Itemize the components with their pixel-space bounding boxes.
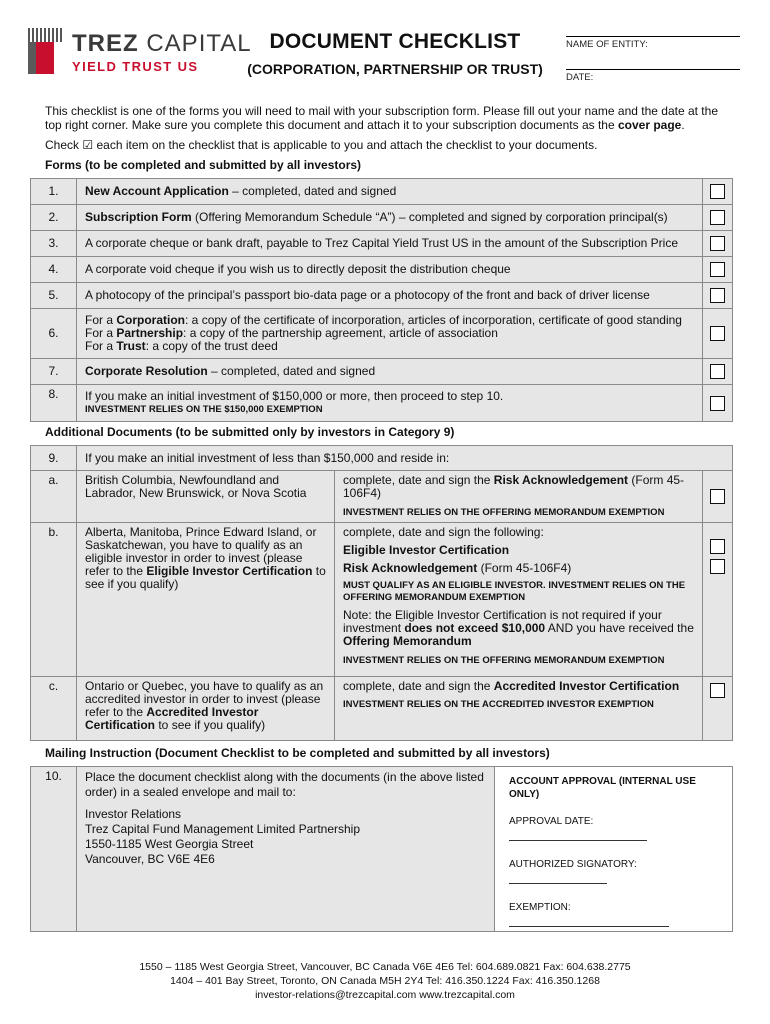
checkbox-item-4[interactable] <box>710 262 725 277</box>
table-row: 5. A photocopy of the principal’s passport bio-data page or a photocopy of the front and back of driver license <box>31 283 733 309</box>
logo-mark-icon <box>28 28 62 74</box>
additional-section-heading: Additional Documents (to be submitted only by investors in Category 9) <box>45 425 455 439</box>
table-row: 1. New Account Application – completed, dated and signed <box>31 179 733 205</box>
checkbox-item-7[interactable] <box>710 364 725 379</box>
table-row: b. Alberta, Manitoba, Prince Edward Island, or Saskatchewan, you have to qualify as an eligible investor in order to invest (please refer to the Eligible Investor Certification to see if you qualify) complete, date and sign the following: Eligible Investor Certification Risk Acknowledgement (Form 45-106F4) MUST QUALIFY AS AN ELIGIBLE INVESTOR. INVESTMENT RELIES ON THE OFFERING MEMORANDUM EXEMPTION Note: the Eligible Investor Certification is not required if your investment does not exceed $10,000 AND you have received the Offering Memorandum INVESTMENT RELIES ON THE OFFERING MEMORANDUM EXEMPTION <box>31 523 733 677</box>
logo-name: TREZ CAPITAL <box>72 30 252 57</box>
table-row: 7. Corporate Resolution – completed, dated and signed <box>31 359 733 385</box>
footer-links[interactable]: investor-relations@trezcapital.com www.trezcapital.com <box>255 989 515 1001</box>
additional-table <box>30 445 733 741</box>
checkbox-item-5[interactable] <box>710 288 725 303</box>
table-row: 2. Subscription Form (Offering Memorandum Schedule “A”) – completed and signed by corporation principal(s) <box>31 205 733 231</box>
table-row: 9. If you make an initial investment of less than $150,000 and reside in: <box>31 446 733 471</box>
checkbox-item-9c[interactable] <box>710 683 725 698</box>
table-row: 4. A corporate void cheque if you wish us to directly deposit the distribution cheque <box>31 257 733 283</box>
checkbox-item-6[interactable] <box>710 326 725 341</box>
exemption-field[interactable]: EXEMPTION: <box>509 901 726 927</box>
checkmark-icon: ☑ <box>82 138 94 152</box>
checkbox-item-8[interactable] <box>710 396 725 411</box>
check-instruction: Check ☑ each item on the checklist that is applicable to you and attach the checklist to your documents. <box>45 138 598 152</box>
table-row: 8. If you make an initial investment of $150,000 or more, then proceed to step 10. INVESTMENT RELIES ON THE $150,000 EXEMPTION <box>31 385 733 422</box>
checkbox-item-1[interactable] <box>710 184 725 199</box>
checkbox-item-3[interactable] <box>710 236 725 251</box>
date-field[interactable]: DATE: <box>566 69 740 83</box>
table-row: c. Ontario or Quebec, you have to qualify as an accredited investor in order to invest (please refer to the Accredited Investor Certification to see if you qualify) complete, date and sign the Accredited Investor Certification INVESTMENT RELIES ON THE ACCREDITED INVESTOR EXEMPTION <box>31 677 733 741</box>
table-row: 10. Place the document checklist along with the documents (in the above listed order) in a sealed envelope and mail to: Investor Relations Trez Capital Fund Management Limited Partnership 1550-1185 West Georgia Street Vancouver, BC V6E 4E6 ACCOUNT APPROVAL (INTERNAL USE ONLY) APPROVAL DATE: AUTHORIZED SIGNATORY: EXEMPTION: <box>31 767 733 932</box>
entity-name-field[interactable]: NAME OF ENTITY: <box>566 36 740 50</box>
table-row: 3. A corporate cheque or bank draft, payable to Trez Capital Yield Trust US in the amount of the Subscription Price <box>31 231 733 257</box>
page-title: DOCUMENT CHECKLIST <box>269 30 521 53</box>
intro-text: This checklist is one of the forms you will need to mail with your subscription form. Please fill out your name and the date at the top right corner. Make sure you complete this document and attach it to your subscription documents as the cover page. <box>45 104 718 132</box>
checkbox-item-2[interactable] <box>710 210 725 225</box>
account-approval-box: ACCOUNT APPROVAL (INTERNAL USE ONLY) APPROVAL DATE: AUTHORIZED SIGNATORY: EXEMPTION: <box>495 767 733 932</box>
forms-section-heading: Forms (to be completed and submitted by all investors) <box>45 158 362 172</box>
page-subtitle: (CORPORATION, PARTNERSHIP OR TRUST) <box>247 61 543 77</box>
checkbox-item-9b-eligible[interactable] <box>710 539 725 554</box>
mailing-section-heading: Mailing Instruction (Document Checklist to be completed and submitted by all investors) <box>45 746 550 760</box>
approval-date-field[interactable]: APPROVAL DATE: <box>509 815 726 841</box>
authorized-signatory-field[interactable]: AUTHORIZED SIGNATORY: <box>509 858 726 884</box>
trez-capital-logo <box>28 28 252 78</box>
logo-tagline: YIELD TRUST US <box>72 59 199 74</box>
checkbox-item-9b-risk[interactable] <box>710 559 725 574</box>
forms-table <box>30 178 733 422</box>
checkbox-item-9a[interactable] <box>710 489 725 504</box>
table-row: a. British Columbia, Newfoundland and Labrador, New Brunswick, or Nova Scotia complete, date and sign the Risk Acknowledgement (Form 45-106F4) INVESTMENT RELIES ON THE OFFERING MEMORANDUM EXEMPTION <box>31 471 733 523</box>
table-row: 6. For a Corporation: a copy of the certificate of incorporation, articles of incorporation, certificate of good standing For a Partnership: a copy of the partnership agreement, article of association For a Trust: a copy of the trust deed <box>31 309 733 359</box>
mailing-table <box>30 766 733 932</box>
footer-contact: 1550 – 1185 West Georgia Street, Vancouver, BC Canada V6E 4E6 Tel: 604.689.0821 Fax: 604.638.2775 1404 – 401 Bay Street, Toronto, ON Canada M5H 2Y4 Tel: 416.350.1224 Fax: 416.350.1268 investor-relations@trezcapital.com www.trezcapital.com <box>0 960 770 1002</box>
